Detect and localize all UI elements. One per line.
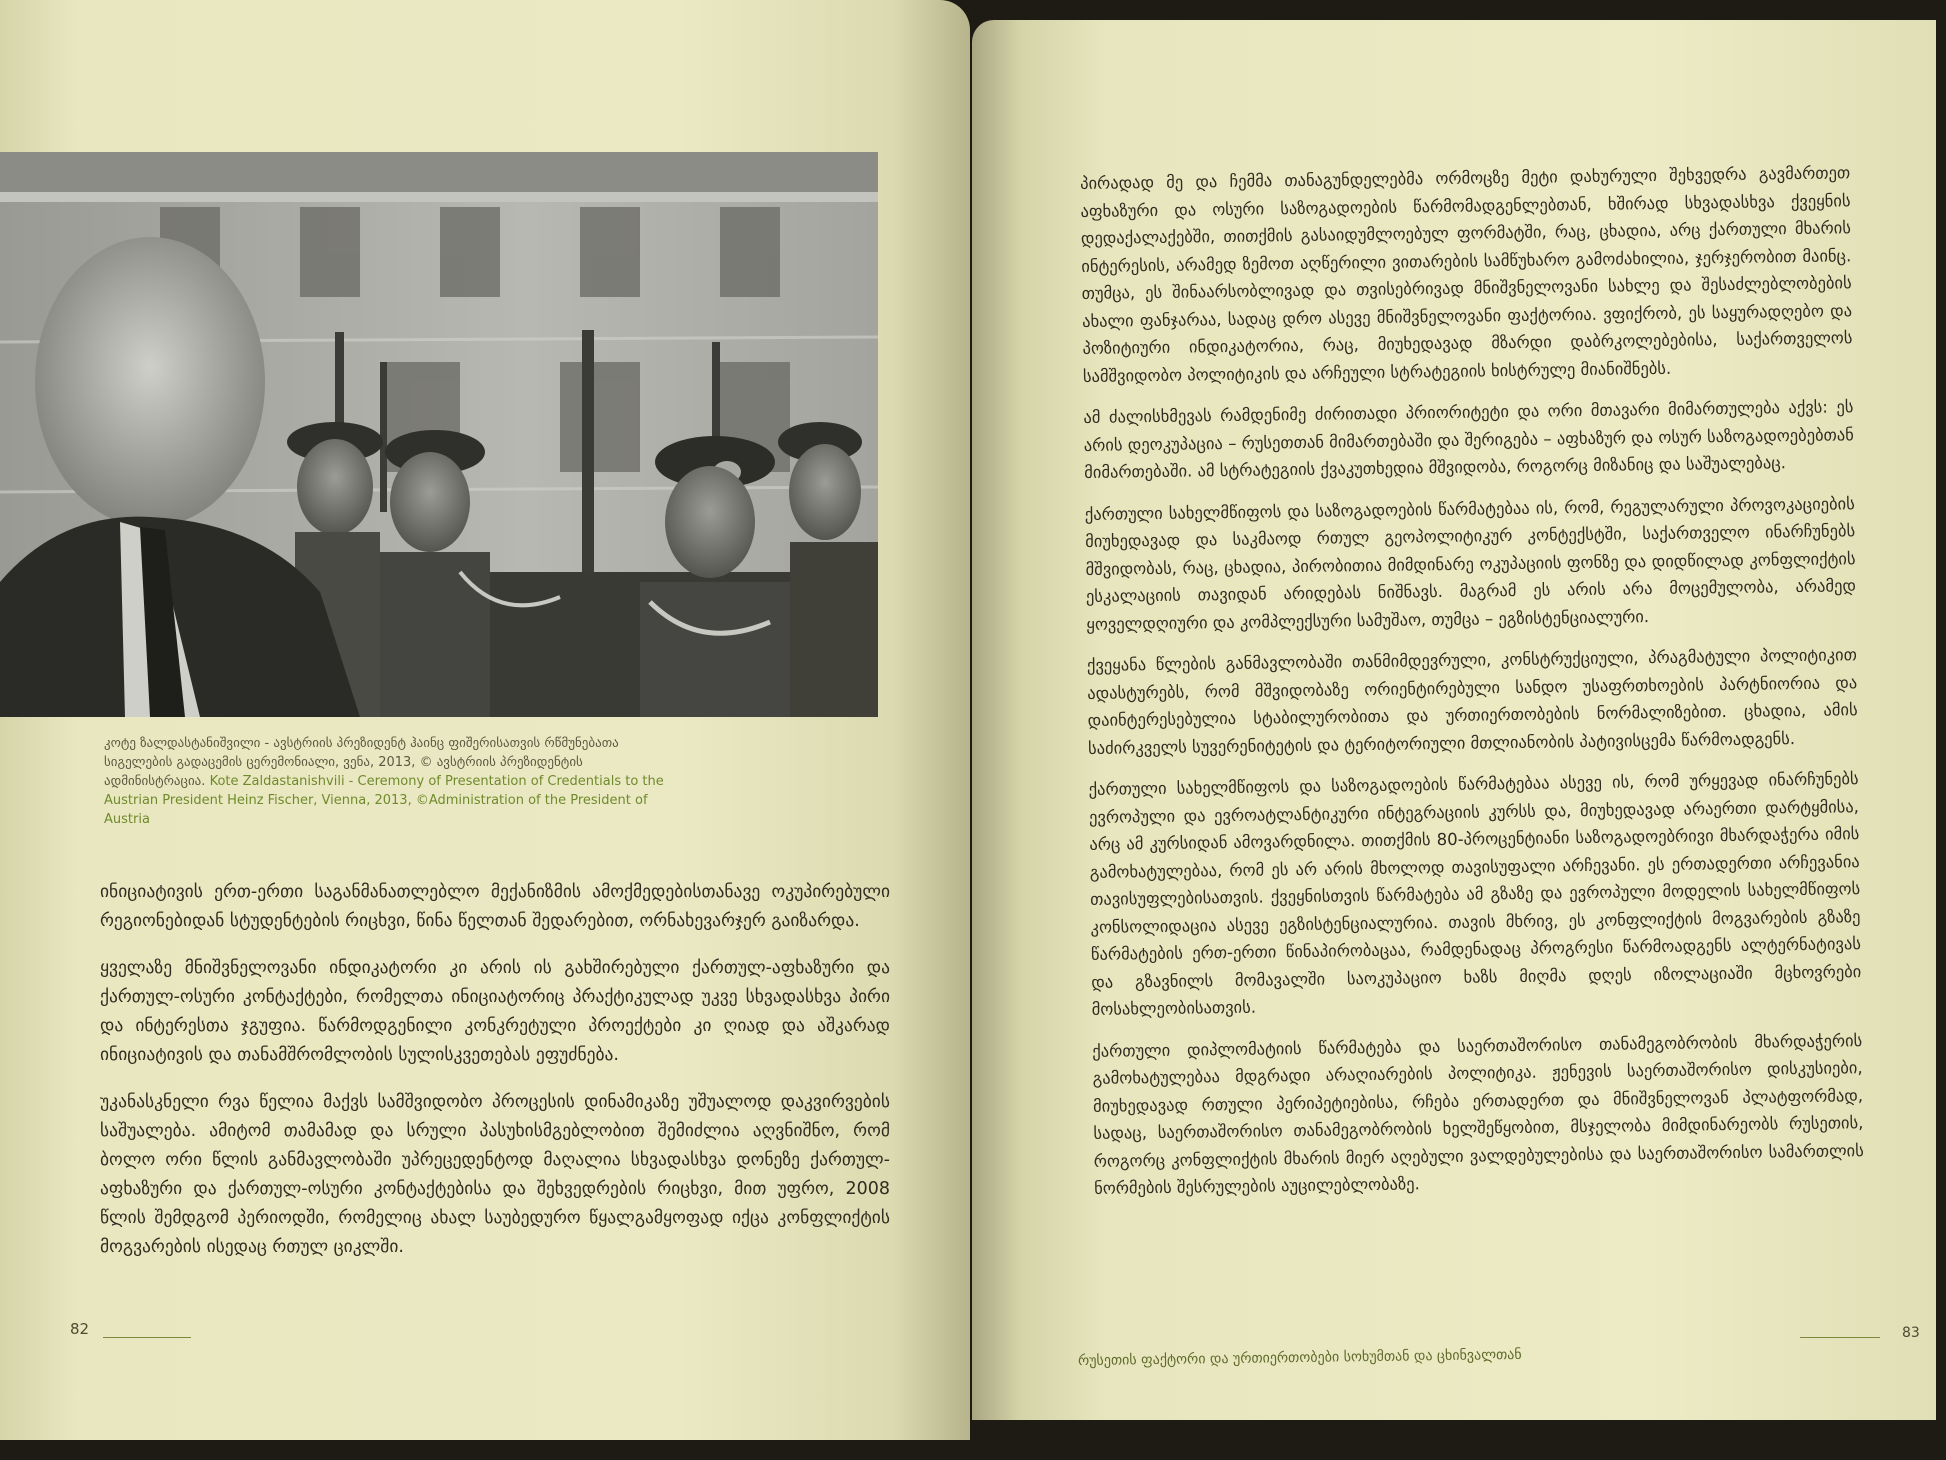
- paragraph: ქართული სახელმწიფოს და საზოგადოების წარმატებაა ის, რომ, რეგულარული პროვოკაციების მიუხედავად და საკმაოდ რთულ გეოპოლიტიკურ კონტექსტში, საქართველო ინარჩუნებს მშვიდობას, რაც, ცხადია, პირობითია მიმდინარე ოკუპაციის ფონზე და დიდწილად კონფლიქტის ესკალაციის თავიდან არიდებას ნიშნავს. მაგრამ ეს არის არა მოცემულობა, არამედ ყოველდღიური და კომპლექსური სამუშაო, თუმცა – ეგზისტენციალური.: [1084, 493, 1857, 634]
- photo-caption: [104, 734, 664, 829]
- page-number-left: 82: [70, 1320, 90, 1338]
- photo-illustration: [0, 152, 878, 717]
- paragraph: უკანასკნელი რვა წელია მაქვს სამშვიდობო პროცესის დინამიკაზე უშუალოდ დაკვირვების საშუალება. ამიტომ თამამად და სრული პასუხისმგებლობით შემიძლია აღვნიშნო, რომ ბოლო ორი წლის განმავლობაში უპრეცედენტოდ მაღალია სხვადასხვა დონეზე ქართულ-აფხაზური და ქართულ-ოსური კონტაქტებისა და შეხვედრების რიცხვი, მით უფრო, 2008 წლის შემდგომ პერიოდში, რომელიც ახალ საუბედურო წყალგამყოფად იქცა კონფლიქტის მოგვარების ისედაც რთულ ციკლში.: [100, 1092, 890, 1257]
- right-body-text: [1080, 159, 1865, 1216]
- left-page: [0, 0, 970, 1440]
- paragraph: ქართული დიპლომატიის წარმატება და საერთაშორისო თანამეგობრობის მხარდაჭერის გამოხატულებაა მდგრადი არაღიარების პოლიტიკა. ჟენევის საერთაშორისო დისკუსიები, მიუხედავად რთული პერიპეტიებისა, რჩება ერთადერთ და მნიშვნელოვან პლატფორმად, სადაც, საერთაშორისო თანამეგობრობის ხელშეწყობით, მსჯელობა მიმდინარეობს რუსეთის, როგორც კონფლიქტის მხარის მიერ აღებული ვალდებულებისა და საერთაშორისო სამართლის ნორმების შესრულების აუცილებლობაზე.: [1092, 1030, 1864, 1198]
- right-page: [972, 20, 1936, 1420]
- caption-english: Kote Zaldastanishvili - Ceremony of Presentation of Credentials to the Austrian President Heinz Fischer, Vienna, 2013, ©Administration of the President of Austria: [104, 774, 664, 827]
- footer-rule-left: [103, 1337, 191, 1338]
- paragraph: ქვეყანა წლების განმავლობაში თანმიმდევრული, კონსტრუქციული, პრაგმატული პოლიტიკით ადასტურებს, რომ მშვიდობაზე ორიენტირებული სანდო უსაფრთხოების პარტნიორია და დაინტერესებულია სტაბილურობითა და ურთიერთობების ნორმალიზებით. ცხადია, ამის საძირკველს სუვერენიტეტის და ტერიტორიული მთლიანობის პატივისცემა წარმოადგენს.: [1086, 645, 1858, 758]
- paragraph: ქართული სახელმწიფოს და საზოგადოების წარმატებაა ასევე ის, რომ ურყევად ინარჩუნებს ევროპული და ევროატლანტიკური ინტეგრაციის კურსს და, მიუხედავად არაერთი დარტყმისა, არც ამ კურსიდან ამოვარდნილა. თითქმის 80-პროცენტიანი საზოგადოებრივი მხარდაჭერა იმის გამოხატულებაა, რომ ეს არ არის მხოლოდ თავისუფალი არჩევანი. ეს ერთადერთი არჩევანია თავისუფლებისათვის. ქვეყნისთვის წარმატება ამ გზაზე და ევროპული მოდელის სახელმწიფოს კონსოლიდაცია ასევე ეგზისტენციალურია. თავის მხრივ, ეს კონფლიქტის მოგვარების გზაზე წარმატების ერთ-ერთი წინაპირობაცაა, რამდენადაც პროგრესი წარმოადგენს ალტერნატივას და გზავნილს მომავალში საოკუპაციო ხაზს მიღმა დღეს იზოლაციაში მცხოვრები მოსახლეობისათვის.: [1088, 769, 1862, 1019]
- paragraph: ყველაზე მნიშვნელოვანი ინდიკატორი კი არის ის გახშირებული ქართულ-აფხაზური და ქართულ-ოსური კონტაქტები, რომელთა ინიციატორიც პრაქტიკულად უკვე სხვადასხვა პირი და ინტერესთა ჯგუფია. წარმოდგენილი კონკრეტული პროექტები კი ღიად და აშკარად ინიციატივის და თანამშრომლობის სულისკვეთებას ეფუძნება.: [100, 958, 890, 1065]
- page-number-right: 83: [1902, 1325, 1920, 1341]
- footer-rule-right: [1800, 1337, 1880, 1338]
- paragraph: ინიციატივის ერთ-ერთი საგანმანათლებლო მექანიზმის ამოქმედებისთანავე ოკუპირებული რეგიონებიდან სტუდენტების რიცხვი, წინა წელთან შედარებით, ორნახევარჯერ გაიზარდა.: [100, 882, 890, 931]
- paragraph: პირადად მე და ჩემმა თანაგუნდელებმა ორმოცზე მეტი დახურული შეხვედრა გავმართეთ აფხაზური და ოსური საზოგადოების წარმომადგენლებთან, ხშირად სხვადასხვა ქვეყნის დედაქალაქებში, თითქმის გასაიდუმლოებულ ფორმატში, რაც, ცხადია, არც ქართული მხარის ინტერესის, არამედ ზემოთ აღწერილი ვითარების სამწუხარო გამოძახილია, ჯერჯერობით მაინც. თუმცა, ეს შინაარსობლივად და თვისებრივად მნიშვნელოვანი სახლე და შესაძლებლობების ახალი ფანჯარაა, სადაც დრო ასევე მნიშვნელოვანი ფაქტორია. ვფიქრობ, ეს საყურადღებო და პოზიტიური ინდიკატორია, რაც, მიუხედავად მზარდი დაბრკოლებებისა, საქართველოს სამშვიდობო პოლიტიკის და არჩეული სტრატეგიის ხისტრულე მიანიშნებს.: [1080, 163, 1853, 386]
- caption-georgian: კოტე ზალდასტანიშვილი - ავსტრიის პრეზიდენტ ჰაინც ფიშერისათვის რწმუნებათა სიგელების გადაცემის ცერემონიალი, ვენა, 2013, © ავსტრიის პრეზიდენტის ადმინისტრაცია.: [104, 736, 619, 789]
- ceremony-photo: [0, 152, 878, 717]
- paragraph: ამ ძალისხმევას რამდენიმე ძირითადი პრიორიტეტი და ორი მთავარი მიმართულება აქვს: ეს არის დეოკუპაცია – რუსეთთან მიმართებაში და შერიგება – აფხაზურ და ოსურ საზოგადოებებთან მიმართებაში. ამ სტრატეგიის ქვაკუთხედია მშვიდობა, როგორც მიზანიც და საშუალებაც.: [1083, 397, 1854, 482]
- left-body-text: [100, 878, 890, 1280]
- running-footer-title: რუსეთის ფაქტორი და ურთიერთობები სოხუმთან და ცხინვალთან: [1077, 1346, 1522, 1370]
